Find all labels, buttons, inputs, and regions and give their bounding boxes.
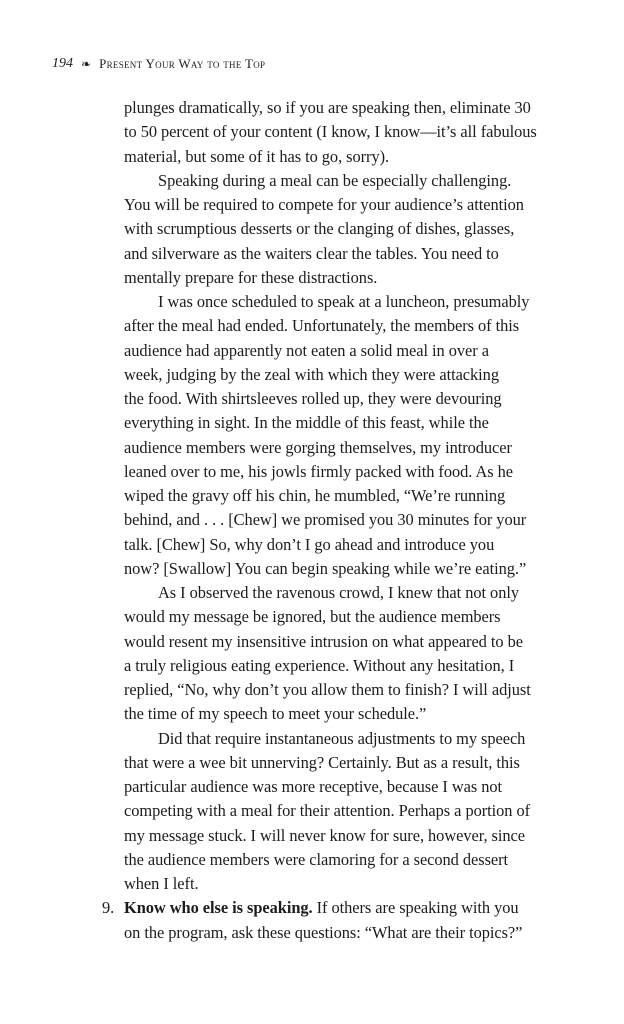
text-line: audience had apparently not eaten a solid meal in over a — [124, 340, 489, 360]
text-line: my message stuck. I will never know for sure, however, since — [124, 825, 525, 845]
text-line: that were a wee bit unnerving? Certainly. But as a result, this — [124, 752, 520, 772]
text-line: particular audience was more receptive, because I was not — [124, 777, 503, 796]
text-line: the audience members were clamoring for a second dessert — [124, 849, 509, 869]
text-line: material, but some of it has to go, sorry). — [124, 146, 390, 166]
paragraph-first-line: Did that require instantaneous adjustments to my speech — [158, 728, 526, 748]
page-number: 194 — [52, 56, 73, 71]
text-line: with scrumptious desserts or the clanging of dishes, glasses, — [124, 219, 515, 239]
text-line: now? [Swallow] You can begin speaking while we’re eating.” — [124, 558, 527, 578]
list-item-number: 9. — [102, 898, 115, 918]
text-line: week, judging by the zeal with which they were attacking — [124, 364, 499, 384]
text-line: audience members were gorging themselves, my introducer — [124, 437, 512, 457]
paragraph-first-line: I was once scheduled to speak at a luncheon, presumably — [158, 292, 530, 311]
paragraph-first-line: Speaking during a meal can be especially challenging. — [158, 170, 512, 190]
text-line: mentally prepare for these distractions. — [124, 267, 378, 287]
list-item-9 — [102, 896, 572, 920]
text-line: to 50 percent of your content (I know, I know—it’s all fabulous — [124, 122, 537, 142]
text-line: You will be required to compete for your audience’s attention — [124, 195, 524, 214]
running-head — [52, 56, 265, 72]
fleuron-ornament-icon: ❧ — [81, 56, 92, 71]
run-in-heading: Know who else is speaking. — [124, 898, 313, 918]
list-item-text: If others are speaking with you — [312, 898, 519, 918]
text-line: talk. [Chew] So, why don’t I go ahead and introduce you — [124, 534, 495, 554]
text-line: replied, “No, why don’t you allow them to finish? I will adjust — [124, 680, 531, 699]
text-line: everything in sight. In the middle of this feast, while the — [124, 413, 489, 433]
list-item-continuation: on the program, ask these questions: “What are their topics?” — [124, 922, 523, 942]
text-line: a truly religious eating experience. Without any hesitation, I — [124, 655, 515, 675]
text-line: competing with a meal for their attention. Perhaps a portion of — [124, 801, 531, 821]
text-line: behind, and . . . [Chew] we promised you 30 minutes for your — [124, 510, 527, 530]
body-text — [102, 96, 572, 945]
text-line: would my message be ignored, but the audience members — [124, 607, 501, 627]
text-line: after the meal had ended. Unfortunately, the members of this — [124, 316, 520, 336]
text-line: and silverware as the waiters clear the tables. You need to — [124, 243, 499, 263]
book-title: Present Your Way to the Top — [99, 56, 266, 71]
text-line: leaned over to me, his jowls firmly packed with food. As he — [124, 461, 513, 481]
text-line: plunges dramatically, so if you are speaking then, eliminate 30 — [124, 98, 531, 117]
paragraph-first-line: As I observed the ravenous crowd, I knew that not only — [158, 583, 519, 602]
text-line: wiped the gravy off his chin, he mumbled, “We’re running — [124, 486, 506, 505]
text-line: the food. With shirtsleeves rolled up, they were devouring — [124, 389, 502, 408]
text-line: when I left. — [124, 874, 199, 893]
text-line: would resent my insensitive intrusion on what appeared to be — [124, 631, 523, 651]
text-line: the time of my speech to meet your schedule.” — [124, 704, 427, 724]
